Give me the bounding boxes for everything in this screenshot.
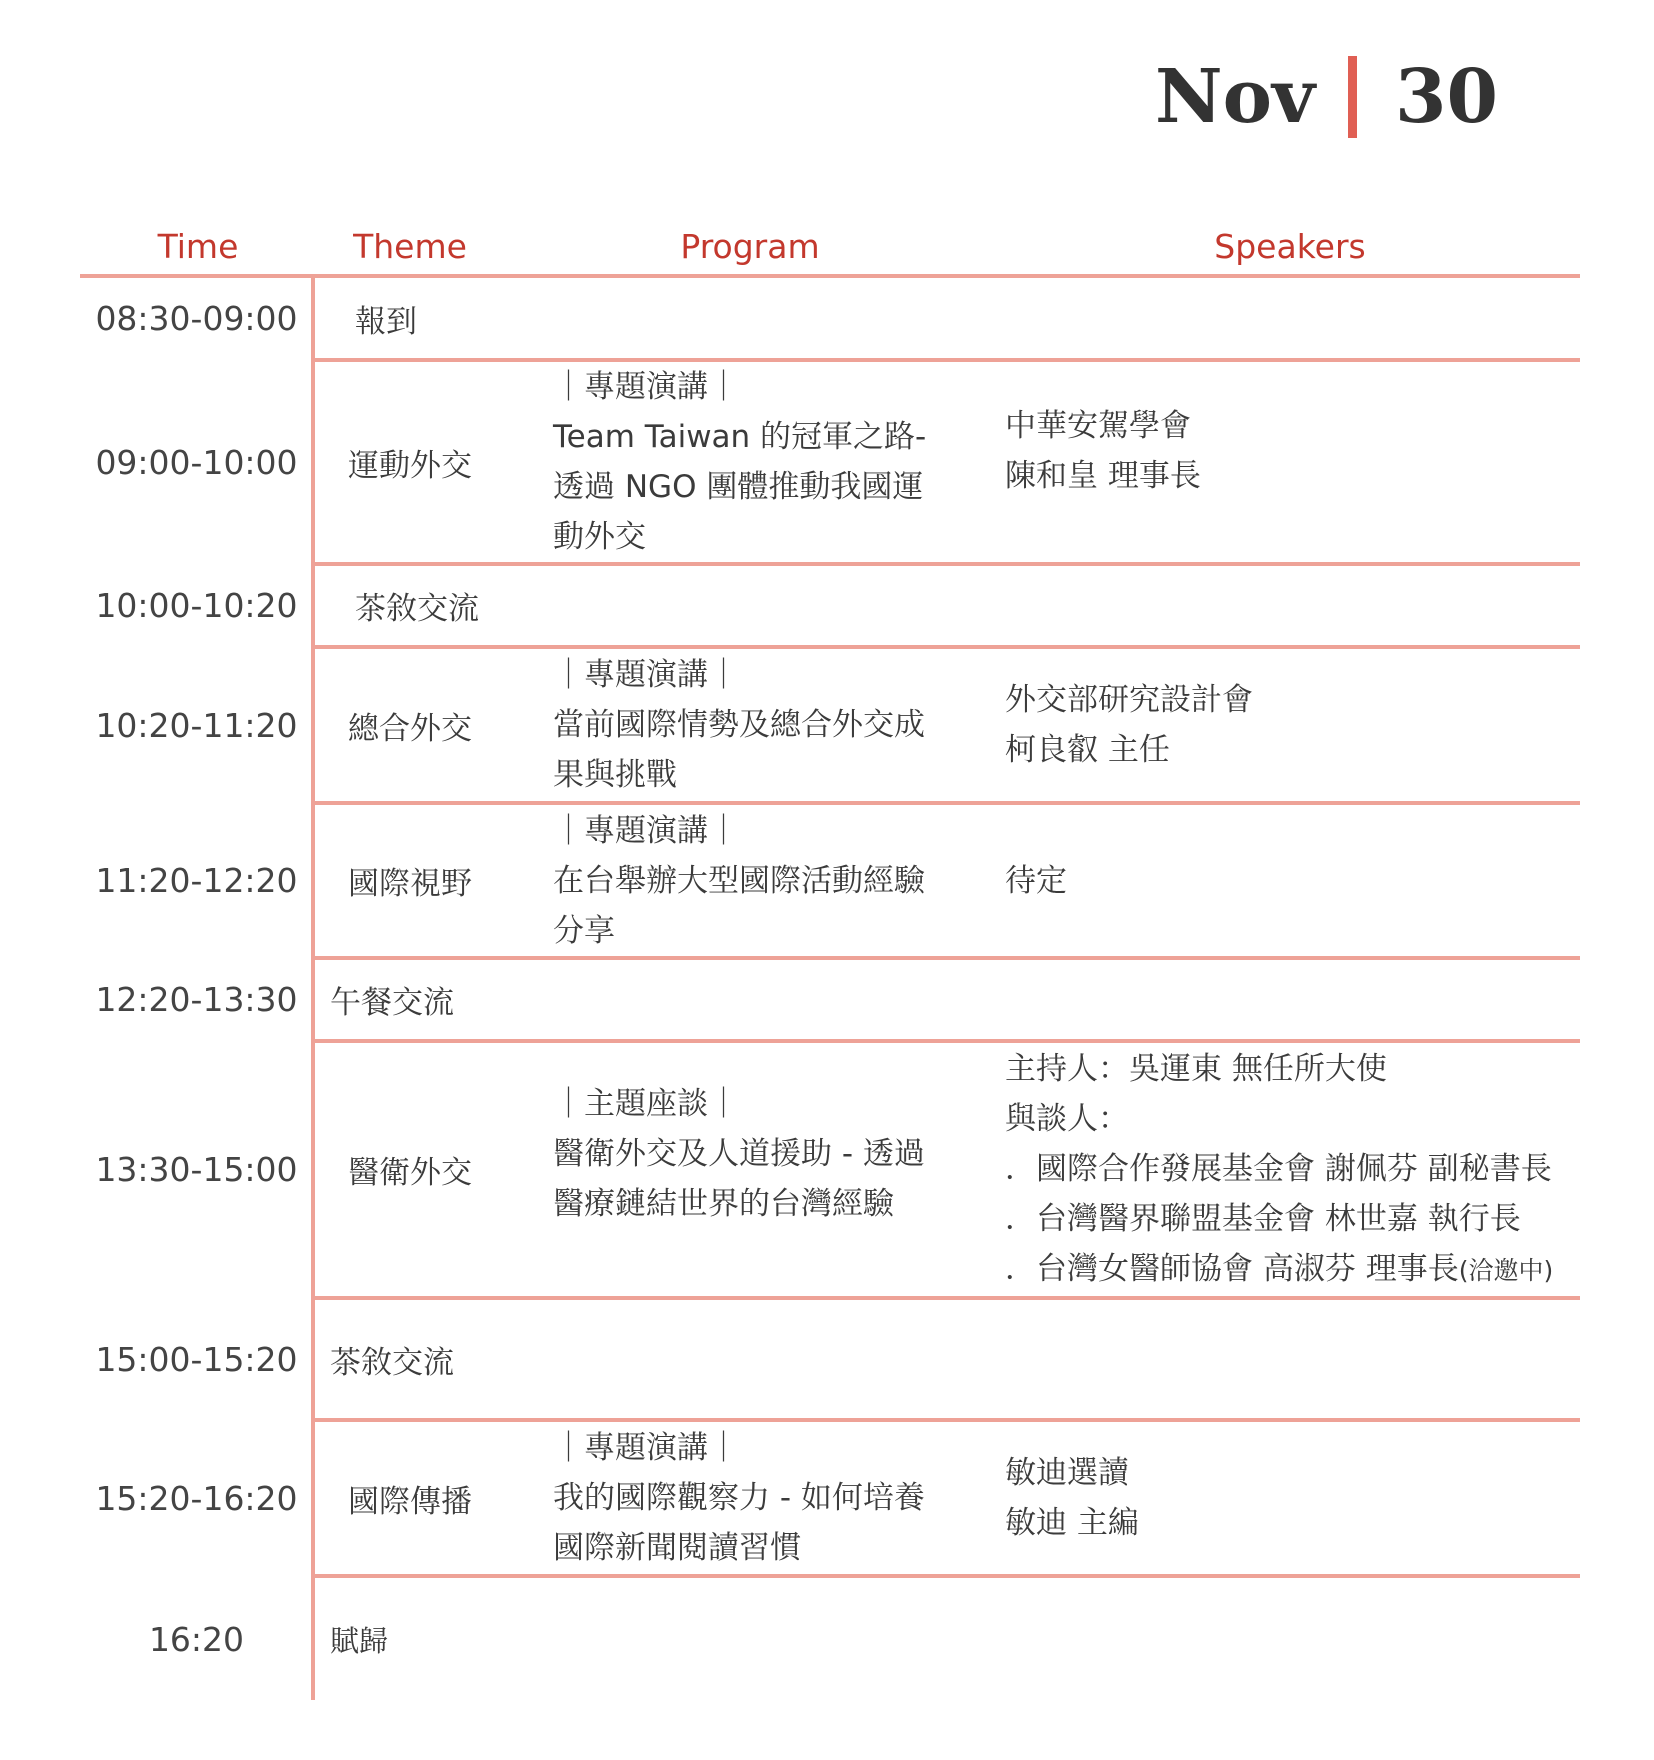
theme-cell: 報到 [355,303,417,340]
column-header-theme: Theme [353,227,467,266]
program-cell [553,1043,993,1296]
time-cell: 15:00-15:20 [95,1339,298,1379]
time-cell: 11:20-12:20 [95,861,298,900]
theme-cell: 醫衛外交 [348,1155,472,1191]
time-cell: 13:30-15:00 [95,1150,298,1189]
program-tag: ｜主題座談｜ [553,1085,739,1122]
theme-cell: 國際視野 [348,866,472,902]
speaker-line: 敏迪選讀 [1005,1455,1129,1491]
column-header-time: Time [157,227,239,266]
speaker-line: ．國際合作發展基金會 謝佩芬 副秘書長 [1005,1150,1552,1187]
speaker-line: 外交部研究設計會 [1005,682,1253,718]
date-month: Nov [1155,54,1315,140]
speaker-line: 待定 [1005,862,1067,899]
time-cell: 08:30-09:00 [95,298,298,338]
column-header-program: Program [680,227,820,266]
speaker-line: 柯良叡 主任 [1005,732,1170,768]
theme-cell: 總合外交 [348,710,472,747]
speaker-cell [1005,1043,1625,1296]
schedule-row [0,566,1654,645]
program-line: 在台舉辦大型國際活動經驗 [553,862,925,899]
program-tag: ｜專題演講｜ [553,812,739,849]
time-cell: 10:20-11:20 [95,705,298,745]
speaker-line: 主持人：吳運東 無任所大使 [1005,1050,1387,1087]
theme-cell: 賦歸 [330,1623,389,1658]
program-line: 透過 NGO 團體推動我國運 [553,469,924,505]
time-cell: 09:00-10:00 [95,442,298,482]
program-tag: ｜專題演講｜ [553,369,739,405]
theme-cell: 午餐交流 [330,985,454,1021]
program-tag: ｜專題演講｜ [553,657,739,693]
program-cell [553,362,993,562]
speaker-line: 陳和皇 理事長 [1005,458,1201,494]
speaker-cell [1005,362,1625,562]
schedule-row [0,278,1654,358]
speaker-line: 中華安駕學會 [1005,408,1191,444]
time-cell: 12:20-13:30 [95,980,298,1019]
speaker-cell [1005,1422,1625,1574]
program-cell [553,1422,993,1574]
program-line: 當前國際情勢及總合外交成 [553,707,925,743]
speaker-cell [1005,649,1625,801]
speaker-text: ．台灣女醫師協會 高淑芬 理事長 [1005,1250,1459,1287]
speaker-note: (洽邀中) [1458,1255,1554,1285]
program-line: 動外交 [553,519,646,555]
program-cell [553,805,993,956]
program-line: 分享 [553,912,615,949]
date-header [1150,52,1510,142]
program-line: 醫衛外交及人道援助 - 透過 [553,1135,925,1172]
column-header-speakers: Speakers [1214,227,1366,266]
program-line: 醫療鏈結世界的台灣經驗 [553,1185,894,1222]
speaker-line: 敏迪 主編 [1005,1505,1139,1541]
speaker-line: ．台灣醫界聯盟基金會 林世嘉 執行長 [1005,1200,1521,1237]
theme-cell: 茶敘交流 [330,1344,454,1381]
time-cell: 15:20-16:20 [95,1478,298,1518]
program-line: Team Taiwan 的冠軍之路- [553,419,927,455]
time-cell: 10:00-10:20 [95,586,298,625]
theme-cell: 茶敘交流 [355,591,479,627]
schedule-row [0,805,1654,956]
date-day: 30 [1395,54,1498,140]
schedule-row [0,960,1654,1039]
time-cell: 16:20 [148,1619,245,1659]
program-cell [553,649,993,801]
program-tag: ｜專題演講｜ [553,1430,739,1466]
schedule-row [0,649,1654,801]
schedule-row [0,1300,1654,1418]
theme-cell: 運動外交 [348,447,472,484]
speaker-cell [1005,805,1625,956]
schedule-row [0,1043,1654,1296]
schedule-row [0,1578,1654,1700]
schedule-row [0,362,1654,562]
schedule-row [0,1422,1654,1574]
speaker-line: 與談人： [1005,1100,1129,1137]
theme-cell: 國際傳播 [348,1483,472,1520]
speaker-line [1005,1244,1553,1296]
program-line: 果與挑戰 [553,757,677,793]
program-line: 我的國際觀察力 - 如何培養 [553,1480,925,1516]
program-line: 國際新聞閱讀習慣 [553,1530,801,1566]
date-divider [1348,56,1357,138]
